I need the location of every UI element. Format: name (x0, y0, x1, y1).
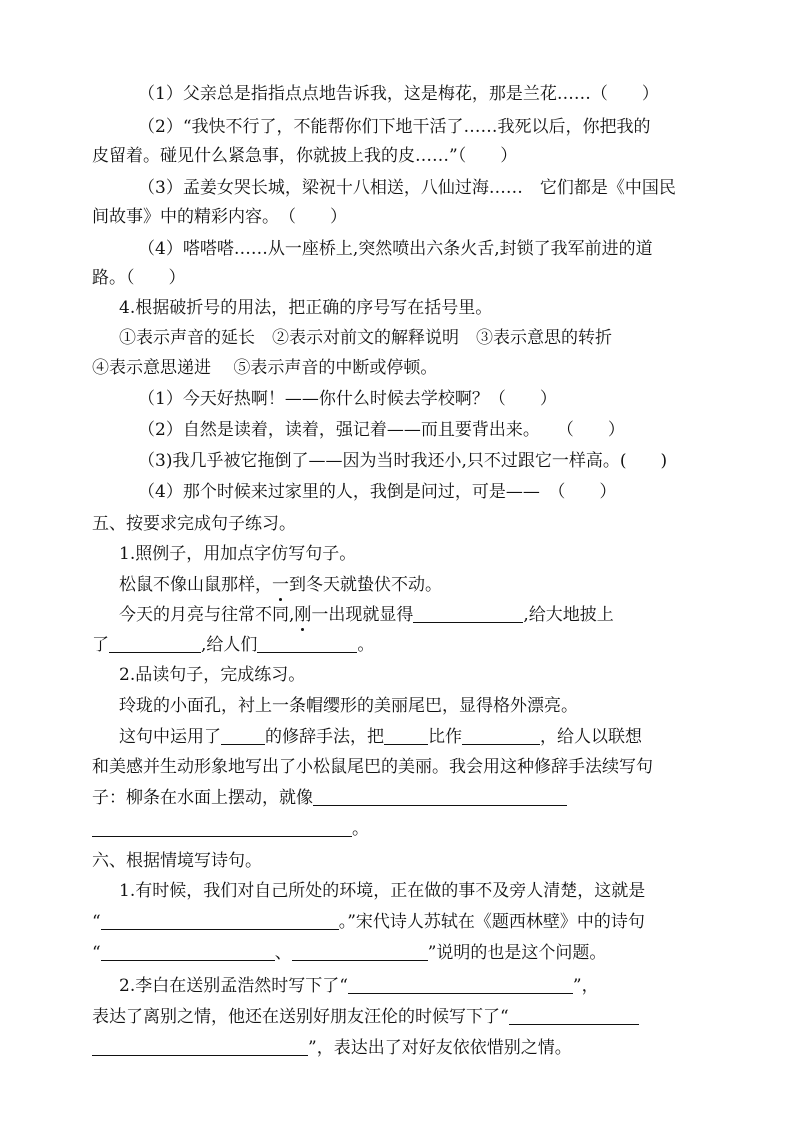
answer-blank[interactable] (101, 942, 275, 961)
s5-paragraph-line-4: 。 (92, 818, 369, 840)
s6-q1-line-2: “ 。”宋代诗人苏轼在《题西林壁》中的诗句 (92, 912, 645, 932)
q4-title: 4.根据破折号的用法，把正确的序号写在括号里。 (119, 298, 493, 318)
section5-title: 五、按要求完成句子练习。 (92, 514, 296, 534)
q3-item-2: （2）“我快不行了，不能帮你们下地干活了……我死以后，你把我的 (138, 117, 651, 137)
s5-example-sentence: 松鼠不像山鼠那样，一到冬天就蛰伏不动。 (119, 575, 442, 595)
q4-item-2: （2）自然是读着，读着，强记着——而且要背出来。 （ ） (138, 420, 625, 440)
s5-q2-title: 2.品读句子，完成练习。 (119, 665, 306, 685)
answer-blank[interactable] (413, 604, 523, 623)
emphasis-dot-char: 一 (272, 575, 289, 595)
answer-blank[interactable] (92, 1037, 308, 1056)
q3-item-4: （4）嗒嗒嗒……从一座桥上,突然喷出六条火舌,封锁了我军前进的道 (138, 239, 653, 259)
s6-q1-line-1: 1.有时候，我们对自己所处的环境，正在做的事不及旁人清楚，这就是 (119, 881, 646, 901)
answer-blank[interactable] (292, 942, 428, 961)
section6-title: 六、根据情境写诗句。 (92, 851, 262, 871)
s6-q2-line-3: ”，表达出了对好友依依惜别之情。 (92, 1037, 572, 1059)
answer-blank[interactable] (101, 911, 339, 930)
q4-item-4: （4）那个时候来过家里的人，我倒是问过，可是—— （ ） (138, 482, 617, 502)
s5-paragraph-line-3: 子：柳条在水面上摆动，就像 (92, 787, 567, 809)
q3-item-3-cont: 间故事》中的精彩内容。 （ ） (92, 207, 347, 227)
s5-fill-line-1: 今天的月亮与往常不同,刚一出现就显得 ,给大地披上 (119, 605, 614, 625)
s5-sentence: 玲珑的小面孔，衬上一条帽缨形的美丽尾巴，显得格外漂亮。 (119, 696, 578, 716)
answer-blank[interactable] (384, 726, 428, 745)
q3-item-3: （3）孟姜女哭长城，梁祝十八相送，八仙过海…… 它们都是《中国民 (138, 178, 676, 198)
answer-blank[interactable] (257, 634, 357, 653)
q3-item-1: （1）父亲总是指指点点地告诉我，这是梅花，那是兰花……（ ） (138, 84, 659, 104)
answer-blank[interactable] (509, 1006, 639, 1025)
q4-item-1: （1）今天好热啊！——你什么时候去学校啊？（ ） (138, 389, 557, 409)
q4-options-1: ①表示声音的延长 ②表示对前文的解释说明 ③表示意思的转折 (119, 328, 612, 348)
s6-q2-line-2: 表达了离别之情，他还在送别好朋友汪伦的时候写下了“ (92, 1006, 639, 1028)
emphasis-dot-char-2: 刚 (294, 605, 312, 625)
q4-options-2: ④表示意思递进 ⑤表示声音的中断或停顿。 (92, 358, 438, 378)
s6-q2-line-1: 2.李白在送别孟浩然时写下了“ ”， (119, 976, 599, 996)
answer-blank[interactable] (92, 818, 352, 837)
answer-blank[interactable] (462, 726, 540, 745)
answer-blank[interactable] (313, 787, 567, 806)
s5-q1-title: 1.照例子，用加点字仿写句子。 (119, 544, 357, 564)
s5-fill-line-2: 了 ,给人们 。 (92, 635, 375, 655)
s5-paragraph-line-2: 和美感并生动形象地写出了小松鼠尾巴的美丽。我会用这种修辞手法续写句 (92, 757, 653, 777)
s5-paragraph-line-1: 这句中运用了 的修辞手法，把 比作 ，给人以联想 (119, 727, 642, 747)
q4-item-3: （3)我几乎被它拖倒了——因为当时我还小,只不过跟它一样高。( ) (138, 451, 668, 471)
q3-item-4-cont: 路。（ ） (92, 268, 186, 288)
q3-item-2-cont: 皮留着。碰见什么紧急事，你就披上我的皮……”（ ） (92, 146, 518, 166)
answer-blank[interactable] (348, 975, 573, 994)
s6-q1-line-3: “ 、 ”说明的也是这个问题。 (92, 943, 607, 963)
answer-blank[interactable] (109, 634, 201, 653)
answer-blank[interactable] (221, 726, 265, 745)
